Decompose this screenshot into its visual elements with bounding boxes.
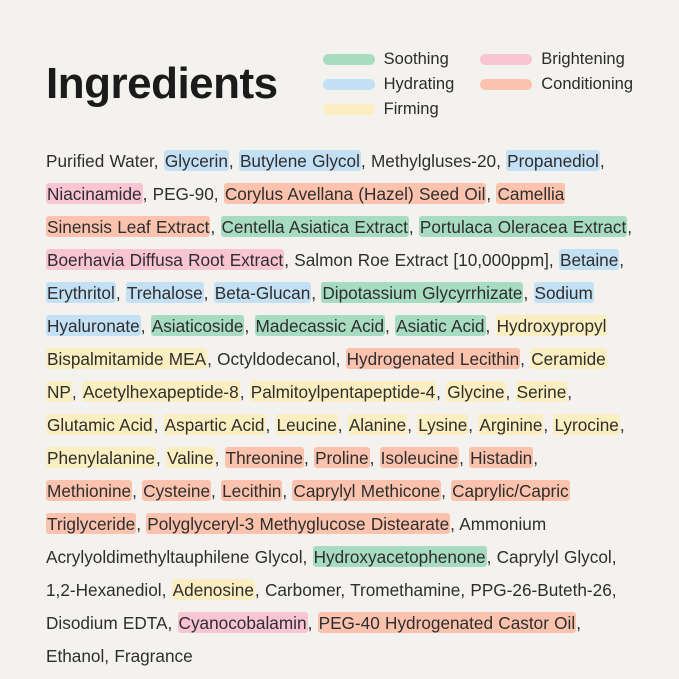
- ingredient-highlighted: Glutamic Acid: [47, 415, 153, 435]
- ingredient-plain: , Carbomer, Tromethamine, PPG-26-Buteth-26, Disodium EDTA,: [46, 580, 617, 633]
- ingredient-highlighted: Glycine: [447, 382, 505, 402]
- ingredient-highlighted: Serine: [516, 382, 567, 402]
- ingredient-highlighted: Hydrogenated Lecithin: [346, 349, 520, 369]
- ingredient-plain: ,: [244, 316, 255, 336]
- ingredient-plain: ,: [599, 151, 605, 171]
- ingredient-plain: ,: [408, 217, 419, 237]
- ingredient-plain: ,: [337, 415, 348, 435]
- ingredient-plain: , Caprylyl Glycol, 1,2-Hexanediol,: [46, 547, 617, 600]
- ingredient-plain: ,: [132, 481, 143, 501]
- ingredient-highlighted: Propanediol: [507, 151, 599, 171]
- ingredient-plain: ,: [136, 514, 147, 534]
- legend-swatch-icon: [480, 79, 532, 90]
- ingredient-plain: Purified Water,: [46, 151, 164, 171]
- ingredient-plain: , PEG-90,: [142, 184, 224, 204]
- ingredient-highlighted: Butylene Glycol: [239, 151, 360, 171]
- ingredient-highlighted: Caprylyl Methicone: [293, 481, 441, 501]
- ingredient-highlighted: Isoleucine: [380, 448, 459, 468]
- ingredient-highlighted: Asiatic Acid: [396, 316, 485, 336]
- ingredient-highlighted: Portulaca Oleracea Extract: [419, 217, 627, 237]
- ingredient-plain: ,: [533, 448, 539, 468]
- ingredient-highlighted: Corylus Avellana (Hazel) Seed Oil: [224, 184, 486, 204]
- ingredient-plain: ,: [239, 382, 250, 402]
- ingredient-plain: ,: [203, 283, 214, 303]
- ingredient-plain: ,: [485, 316, 496, 336]
- ingredient-highlighted: Methionine: [47, 481, 132, 501]
- ingredient-plain: ,: [210, 217, 221, 237]
- ingredient-highlighted: Histadin: [470, 448, 533, 468]
- ingredient-plain: ,: [520, 349, 531, 369]
- legend-swatch-icon: [323, 54, 375, 65]
- legend-label: Brightening: [541, 50, 625, 68]
- ingredient-highlighted: Niacinamide: [47, 184, 142, 204]
- ingredient-highlighted: Sodium Hyaluronate: [47, 283, 593, 336]
- ingredient-plain: ,: [407, 415, 418, 435]
- ingredient-plain: ,: [619, 250, 625, 270]
- ingredient-plain: ,: [619, 415, 625, 435]
- ingredient-plain: ,: [307, 613, 318, 633]
- page-title: Ingredients: [46, 59, 278, 108]
- ingredient-highlighted: Valine: [167, 448, 214, 468]
- ingredient-highlighted: Beta-Glucan: [214, 283, 311, 303]
- ingredient-highlighted: Leucine: [276, 415, 337, 435]
- ingredient-highlighted: Polyglyceryl-3 Methyglucose Distearate: [147, 514, 450, 534]
- ingredient-highlighted: Hydroxypropyl Bispalmitamide MEA: [47, 316, 607, 369]
- ingredient-highlighted: Phenylalanine: [47, 448, 155, 468]
- ingredient-highlighted: PEG-40 Hydrogenated Castor Oil: [318, 613, 576, 633]
- ingredient-highlighted: Betaine: [559, 250, 619, 270]
- legend-item-firming: [323, 100, 455, 119]
- ingredient-highlighted: Threonine: [225, 448, 304, 468]
- ingredient-plain: , Ethanol, Fragrance: [46, 613, 581, 666]
- ingredient-plain: ,: [153, 415, 164, 435]
- ingredient-plain: ,: [369, 448, 380, 468]
- ingredient-highlighted: Cyanocobalamin: [178, 613, 307, 633]
- ingredient-highlighted: Camellia Sinensis Leaf Extract: [47, 184, 565, 237]
- ingredient-highlighted: Ceramide NP: [47, 349, 606, 402]
- ingredient-plain: ,: [282, 481, 293, 501]
- ingredient-highlighted: Caprylic/Capric Triglyceride: [47, 481, 569, 534]
- legend-swatch-icon: [323, 79, 375, 90]
- ingredient-plain: ,: [468, 415, 479, 435]
- ingredient-plain: ,: [214, 448, 225, 468]
- ingredient-highlighted: Acetylhexapeptide-8: [82, 382, 239, 402]
- legend-item-brightening: [480, 50, 633, 69]
- ingredient-plain: ,: [627, 217, 633, 237]
- ingredient-highlighted: Erythritol: [47, 283, 115, 303]
- ingredient-highlighted: Trehalose: [126, 283, 203, 303]
- ingredient-highlighted: Hydroxyacetophenone: [313, 547, 486, 567]
- legend-item-hydrating: [323, 75, 455, 94]
- card-header: [46, 44, 633, 119]
- ingredient-plain: , Ammonium Acrylyoldimethyltauphilene Glycol,: [46, 514, 547, 567]
- ingredient-highlighted: Boerhavia Diffusa Root Extract: [47, 250, 284, 270]
- ingredient-highlighted: Proline: [315, 448, 369, 468]
- ingredient-plain: ,: [265, 415, 276, 435]
- ingredient-plain: , Methylgluses-20,: [360, 151, 507, 171]
- legend-swatch-icon: [323, 104, 375, 115]
- ingredient-highlighted: Madecassic Acid: [255, 316, 385, 336]
- legend-label: Firming: [383, 100, 439, 118]
- ingredient-plain: , Salmon Roe Extract [10,000ppm],: [284, 250, 559, 270]
- ingredient-highlighted: Glycerin: [164, 151, 228, 171]
- ingredient-highlighted: Lecithin: [222, 481, 282, 501]
- ingredient-highlighted: Adenosine: [172, 580, 254, 600]
- ingredient-plain: ,: [459, 448, 470, 468]
- ingredient-plain: ,: [155, 448, 167, 468]
- ingredient-highlighted: Palmitoylpentapeptide-4: [250, 382, 436, 402]
- legend-swatch-icon: [480, 54, 532, 65]
- ingredient-plain: ,: [543, 415, 554, 435]
- ingredient-plain: ,: [71, 382, 82, 402]
- ingredient-highlighted: Arginine: [479, 415, 543, 435]
- ingredient-plain: ,: [115, 283, 126, 303]
- legend-label: Hydrating: [383, 75, 455, 93]
- ingredient-plain: , Octyldodecanol,: [207, 349, 346, 369]
- ingredient-plain: ,: [567, 382, 573, 402]
- legend-item-soothing: [323, 50, 455, 69]
- ingredient-highlighted: Lyrocine: [554, 415, 619, 435]
- legend-item-conditioning: [480, 75, 633, 94]
- ingredient-plain: ,: [505, 382, 516, 402]
- ingredient-plain: ,: [228, 151, 239, 171]
- ingredient-highlighted: Asiaticoside: [151, 316, 244, 336]
- ingredient-highlighted: Centella Asiatica Extract: [221, 217, 408, 237]
- ingredient-plain: ,: [523, 283, 534, 303]
- ingredient-plain: ,: [211, 481, 222, 501]
- ingredients-list: [46, 145, 633, 673]
- ingredient-highlighted: Cysteine: [143, 481, 211, 501]
- ingredient-plain: ,: [436, 382, 447, 402]
- ingredient-plain: ,: [311, 283, 322, 303]
- legend-label: Soothing: [383, 50, 449, 68]
- ingredient-highlighted: Dipotassium Glycyrrhizate: [322, 283, 523, 303]
- ingredient-plain: ,: [385, 316, 396, 336]
- legend-label: Conditioning: [541, 75, 633, 93]
- ingredient-highlighted: Aspartic Acid: [164, 415, 265, 435]
- ingredient-plain: ,: [441, 481, 452, 501]
- ingredient-plain: ,: [486, 184, 497, 204]
- ingredient-plain: ,: [140, 316, 151, 336]
- legend: [323, 50, 633, 119]
- ingredient-highlighted: Alanine: [348, 415, 407, 435]
- ingredient-highlighted: Lysine: [418, 415, 468, 435]
- ingredient-plain: ,: [304, 448, 315, 468]
